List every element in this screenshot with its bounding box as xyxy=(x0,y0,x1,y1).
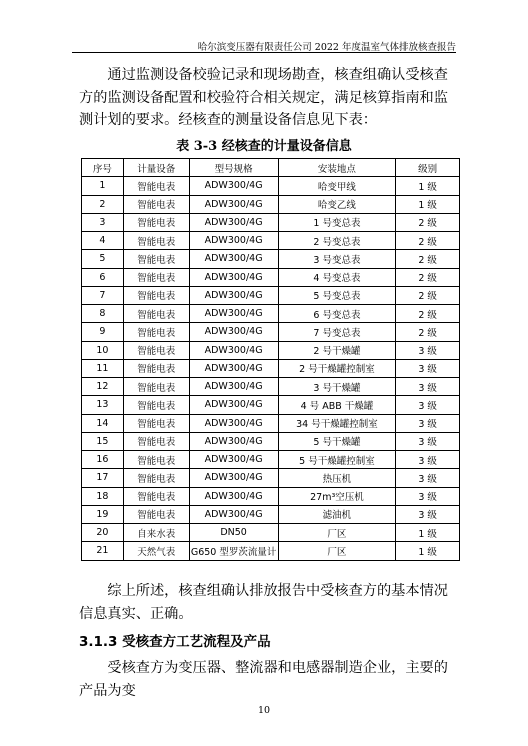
cell-model: ADW300/4G xyxy=(189,250,278,268)
cell-location: 6 号变总表 xyxy=(278,305,396,323)
cell-model: ADW300/4G xyxy=(189,213,278,231)
cell-model: ADW300/4G xyxy=(189,487,278,505)
cell-grade: 3 级 xyxy=(396,341,460,359)
cell-device: 自来水表 xyxy=(123,524,189,542)
column-header-grade: 级别 xyxy=(396,159,460,177)
table-row xyxy=(82,542,460,560)
cell-location: 厂区 xyxy=(278,542,396,560)
intro-paragraph: 通过监测设备校验记录和现场勘查，核查组确认受核查方的监测设备配置和校验符合相关规定，满足核算指南和监测计划的要求。经核查的测量设备信息见下表： xyxy=(79,67,448,128)
cell-seq: 1 xyxy=(82,177,124,195)
table-row xyxy=(82,359,460,377)
column-header-device: 计量设备 xyxy=(123,159,189,177)
cell-device: 智能电表 xyxy=(123,177,189,195)
cell-device: 智能电表 xyxy=(123,396,189,414)
cell-seq: 10 xyxy=(82,341,124,359)
section-paragraph: 受核查方为变压器、整流器和电感器制造企业，主要的产品为变 xyxy=(79,660,448,699)
cell-seq: 7 xyxy=(82,286,124,304)
cell-grade: 3 级 xyxy=(396,432,460,450)
cell-seq: 2 xyxy=(82,195,124,213)
cell-location: 4 号变总表 xyxy=(278,268,396,286)
cell-model: ADW300/4G xyxy=(189,305,278,323)
section-heading: 3.1.3 受核查方工艺流程及产品 xyxy=(79,634,271,650)
table-row xyxy=(82,505,460,523)
cell-location: 3 号变总表 xyxy=(278,250,396,268)
table-row xyxy=(82,195,460,213)
cell-seq: 16 xyxy=(82,451,124,469)
column-header-seq: 序号 xyxy=(82,159,124,177)
cell-seq: 4 xyxy=(82,232,124,250)
cell-location: 34 号干燥罐控制室 xyxy=(278,414,396,432)
cell-model: ADW300/4G xyxy=(189,195,278,213)
cell-seq: 20 xyxy=(82,524,124,542)
cell-model: ADW300/4G xyxy=(189,451,278,469)
cell-model: ADW300/4G xyxy=(189,177,278,195)
cell-location: 5 号干燥罐控制室 xyxy=(278,451,396,469)
page-header: 哈尔滨变压器有限责任公司 2022 年度温室气体排放核查报告 xyxy=(197,42,456,53)
cell-model: G650 型罗茨流量计 xyxy=(189,542,278,560)
cell-device: 智能电表 xyxy=(123,432,189,450)
cell-model: ADW300/4G xyxy=(189,378,278,396)
table-row xyxy=(82,451,460,469)
cell-seq: 3 xyxy=(82,213,124,231)
cell-model: ADW300/4G xyxy=(189,414,278,432)
header-divider xyxy=(72,52,456,53)
cell-grade: 2 级 xyxy=(396,213,460,231)
cell-location: 哈变乙线 xyxy=(278,195,396,213)
cell-grade: 3 级 xyxy=(396,451,460,469)
cell-grade: 1 级 xyxy=(396,524,460,542)
cell-grade: 3 级 xyxy=(396,359,460,377)
cell-seq: 9 xyxy=(82,323,124,341)
cell-seq: 18 xyxy=(82,487,124,505)
table-row xyxy=(82,396,460,414)
cell-device: 智能电表 xyxy=(123,378,189,396)
cell-location: 7 号变总表 xyxy=(278,323,396,341)
table-row xyxy=(82,232,460,250)
cell-location: 滤油机 xyxy=(278,505,396,523)
cell-grade: 3 级 xyxy=(396,505,460,523)
cell-device: 天然气表 xyxy=(123,542,189,560)
cell-model: ADW300/4G xyxy=(189,469,278,487)
cell-grade: 2 级 xyxy=(396,250,460,268)
cell-model: ADW300/4G xyxy=(189,432,278,450)
column-header-model: 型号规格 xyxy=(189,159,278,177)
table-row xyxy=(82,250,460,268)
cell-device: 智能电表 xyxy=(123,323,189,341)
cell-grade: 2 级 xyxy=(396,268,460,286)
table-row xyxy=(82,524,460,542)
cell-seq: 21 xyxy=(82,542,124,560)
column-header-location: 安装地点 xyxy=(278,159,396,177)
cell-grade: 3 级 xyxy=(396,487,460,505)
table-row xyxy=(82,305,460,323)
cell-device: 智能电表 xyxy=(123,341,189,359)
cell-grade: 3 级 xyxy=(396,396,460,414)
cell-grade: 1 级 xyxy=(396,195,460,213)
cell-location: 4 号 ABB 干燥罐 xyxy=(278,396,396,414)
conclusion-paragraph: 综上所述，核查组确认排放报告中受核查方的基本情况信息真实、正确。 xyxy=(79,583,448,622)
cell-location: 哈变甲线 xyxy=(278,177,396,195)
cell-device: 智能电表 xyxy=(123,505,189,523)
cell-seq: 5 xyxy=(82,250,124,268)
cell-location: 热压机 xyxy=(278,469,396,487)
table-row xyxy=(82,323,460,341)
cell-model: ADW300/4G xyxy=(189,359,278,377)
table-row xyxy=(82,341,460,359)
cell-device: 智能电表 xyxy=(123,232,189,250)
page-number: 10 xyxy=(257,705,271,716)
table-row xyxy=(82,414,460,432)
cell-grade: 3 级 xyxy=(396,378,460,396)
cell-device: 智能电表 xyxy=(123,451,189,469)
cell-model: ADW300/4G xyxy=(189,323,278,341)
table-body xyxy=(82,177,460,560)
cell-device: 智能电表 xyxy=(123,414,189,432)
cell-location: 3 号干燥罐 xyxy=(278,378,396,396)
cell-seq: 15 xyxy=(82,432,124,450)
cell-seq: 6 xyxy=(82,268,124,286)
cell-location: 2 号变总表 xyxy=(278,232,396,250)
cell-grade: 3 级 xyxy=(396,414,460,432)
cell-model: DN50 xyxy=(189,524,278,542)
cell-seq: 19 xyxy=(82,505,124,523)
table-row xyxy=(82,177,460,195)
cell-device: 智能电表 xyxy=(123,305,189,323)
cell-model: ADW300/4G xyxy=(189,286,278,304)
cell-grade: 1 级 xyxy=(396,542,460,560)
cell-device: 智能电表 xyxy=(123,487,189,505)
cell-device: 智能电表 xyxy=(123,469,189,487)
cell-location: 2 号干燥罐控制室 xyxy=(278,359,396,377)
cell-model: ADW300/4G xyxy=(189,268,278,286)
cell-device: 智能电表 xyxy=(123,359,189,377)
cell-location: 2 号干燥罐 xyxy=(278,341,396,359)
cell-grade: 3 级 xyxy=(396,469,460,487)
cell-model: ADW300/4G xyxy=(189,232,278,250)
cell-grade: 1 级 xyxy=(396,177,460,195)
cell-location: 厂区 xyxy=(278,524,396,542)
cell-grade: 2 级 xyxy=(396,305,460,323)
measurement-equipment-table xyxy=(81,158,460,561)
cell-grade: 2 级 xyxy=(396,286,460,304)
table-row xyxy=(82,469,460,487)
table-row xyxy=(82,432,460,450)
cell-location: 5 号变总表 xyxy=(278,286,396,304)
cell-grade: 2 级 xyxy=(396,323,460,341)
cell-seq: 17 xyxy=(82,469,124,487)
cell-location: 5 号干燥罐 xyxy=(278,432,396,450)
cell-location: 1 号变总表 xyxy=(278,213,396,231)
cell-device: 智能电表 xyxy=(123,286,189,304)
cell-device: 智能电表 xyxy=(123,250,189,268)
cell-seq: 11 xyxy=(82,359,124,377)
cell-device: 智能电表 xyxy=(123,195,189,213)
table-row xyxy=(82,213,460,231)
cell-model: ADW300/4G xyxy=(189,396,278,414)
cell-model: ADW300/4G xyxy=(189,505,278,523)
cell-seq: 8 xyxy=(82,305,124,323)
cell-device: 智能电表 xyxy=(123,213,189,231)
cell-seq: 14 xyxy=(82,414,124,432)
table-header-row xyxy=(82,159,460,177)
cell-location: 27m³空压机 xyxy=(278,487,396,505)
cell-device: 智能电表 xyxy=(123,268,189,286)
table-row xyxy=(82,268,460,286)
table-row xyxy=(82,286,460,304)
table-caption: 表 3-3 经核查的计量设备信息 xyxy=(176,139,352,154)
table-row xyxy=(82,378,460,396)
cell-seq: 12 xyxy=(82,378,124,396)
cell-model: ADW300/4G xyxy=(189,341,278,359)
cell-seq: 13 xyxy=(82,396,124,414)
cell-grade: 2 级 xyxy=(396,232,460,250)
table-row xyxy=(82,487,460,505)
